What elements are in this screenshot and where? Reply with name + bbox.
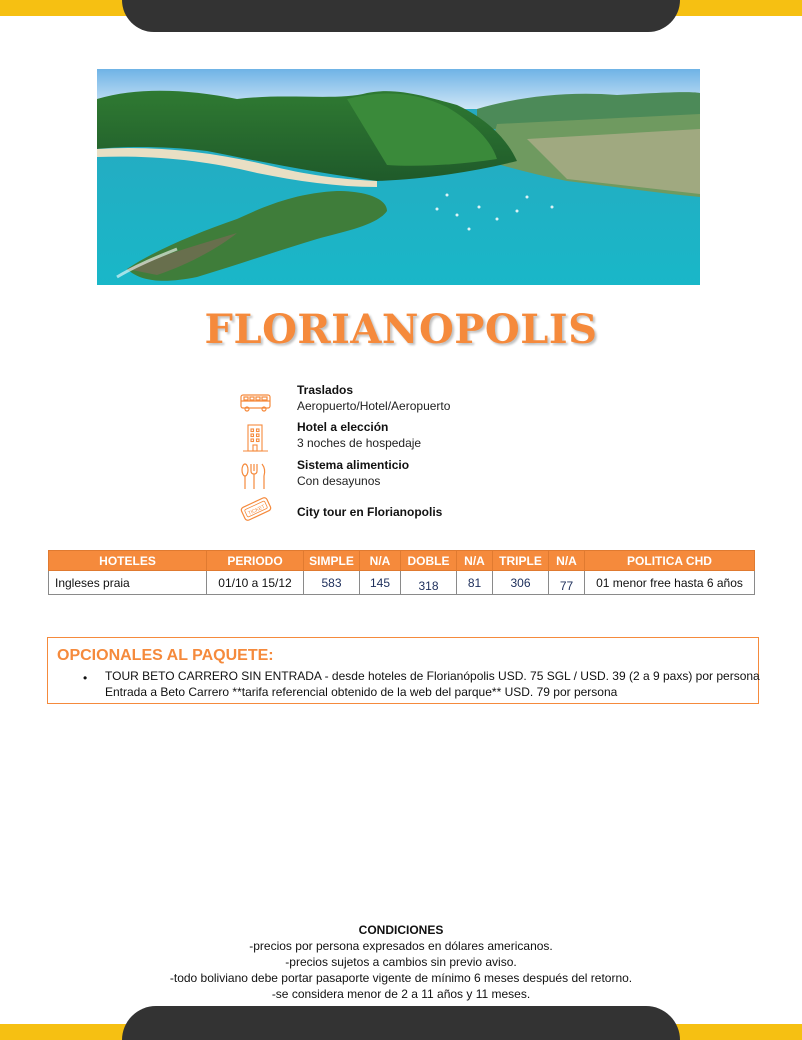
feature-subtitle: Aeropuerto/Hotel/Aeropuerto xyxy=(297,399,451,413)
table-header: TRIPLE xyxy=(493,551,549,571)
condicion-line: -precios por persona expresados en dólares americanos. xyxy=(249,939,553,953)
table-header: PERIODO xyxy=(207,551,304,571)
table-header: POLITICA CHD xyxy=(585,551,755,571)
feature-title: City tour en Florianopolis xyxy=(297,505,443,519)
table-cell-hotel: Ingleses praia xyxy=(49,571,207,595)
price-table xyxy=(48,550,755,595)
condicion-line: -precios sujetos a cambios sin previo aviso. xyxy=(285,955,517,969)
feature-subtitle: 3 noches de hospedaje xyxy=(297,436,422,450)
table-cell-periodo: 01/10 a 15/12 xyxy=(207,571,304,595)
table-cell-na: 77 xyxy=(549,571,585,595)
table-header: SIMPLE xyxy=(304,551,360,571)
feature-item-city-tour xyxy=(238,496,578,532)
table-cell-doble: 318 xyxy=(401,571,457,595)
table-header: N/A xyxy=(549,551,585,571)
bottom-dark-tab xyxy=(122,1006,680,1040)
bus-icon xyxy=(238,386,274,416)
feature-title: Traslados xyxy=(297,383,354,397)
opcionales-title: OPCIONALES AL PAQUETE: xyxy=(57,647,274,664)
table-cell-na: 145 xyxy=(360,571,401,595)
table-header: DOBLE xyxy=(401,551,457,571)
page-title: FLORIANOPOLIS xyxy=(204,306,598,353)
table-cell-na: 81 xyxy=(457,571,493,595)
table-row xyxy=(49,571,755,595)
opcionales-box xyxy=(47,637,759,704)
svg-text:TICKET: TICKET xyxy=(247,503,266,517)
opcionales-item: Entrada a Beto Carrero **tarifa referencial obtenido de la web del parque** USD. 79 por persona xyxy=(105,685,618,699)
condicion-line: -todo boliviano debe portar pasaporte vigente de mínimo 6 meses después del retorno. xyxy=(169,971,633,985)
opcionales-item: TOUR BETO CARRERO SIN ENTRADA - desde hoteles de Florianópolis USD. 75 SGL / USD. 39 (2 a 9 paxs) por persona xyxy=(105,669,760,683)
hero-aerial-photo xyxy=(97,69,700,285)
feature-title: Sistema alimenticio xyxy=(297,458,410,472)
feature-item-hotel xyxy=(238,419,578,455)
top-dark-tab xyxy=(122,0,680,32)
condiciones-section xyxy=(0,922,802,1002)
bullet-icon: • xyxy=(83,671,88,685)
table-cell-politica-chd: 01 menor free hasta 6 años xyxy=(585,571,755,595)
table-cell-simple: 583 xyxy=(304,571,360,595)
table-header: N/A xyxy=(360,551,401,571)
feature-subtitle: Con desayunos xyxy=(297,474,381,488)
cutlery-icon xyxy=(238,461,274,491)
feature-item-traslados xyxy=(238,382,578,418)
table-cell-triple: 306 xyxy=(493,571,549,595)
condicion-line: -se considera menor de 2 a 11 años y 11 meses. xyxy=(271,987,531,1001)
table-header: N/A xyxy=(457,551,493,571)
table-header-row xyxy=(49,551,755,571)
hotel-building-icon xyxy=(238,423,274,453)
table-header: HOTELES xyxy=(49,551,207,571)
feature-item-alimentacion xyxy=(238,457,578,493)
ticket-icon xyxy=(238,492,274,522)
feature-title: Hotel a elección xyxy=(297,420,389,434)
condiciones-title: CONDICIONES xyxy=(358,923,444,937)
